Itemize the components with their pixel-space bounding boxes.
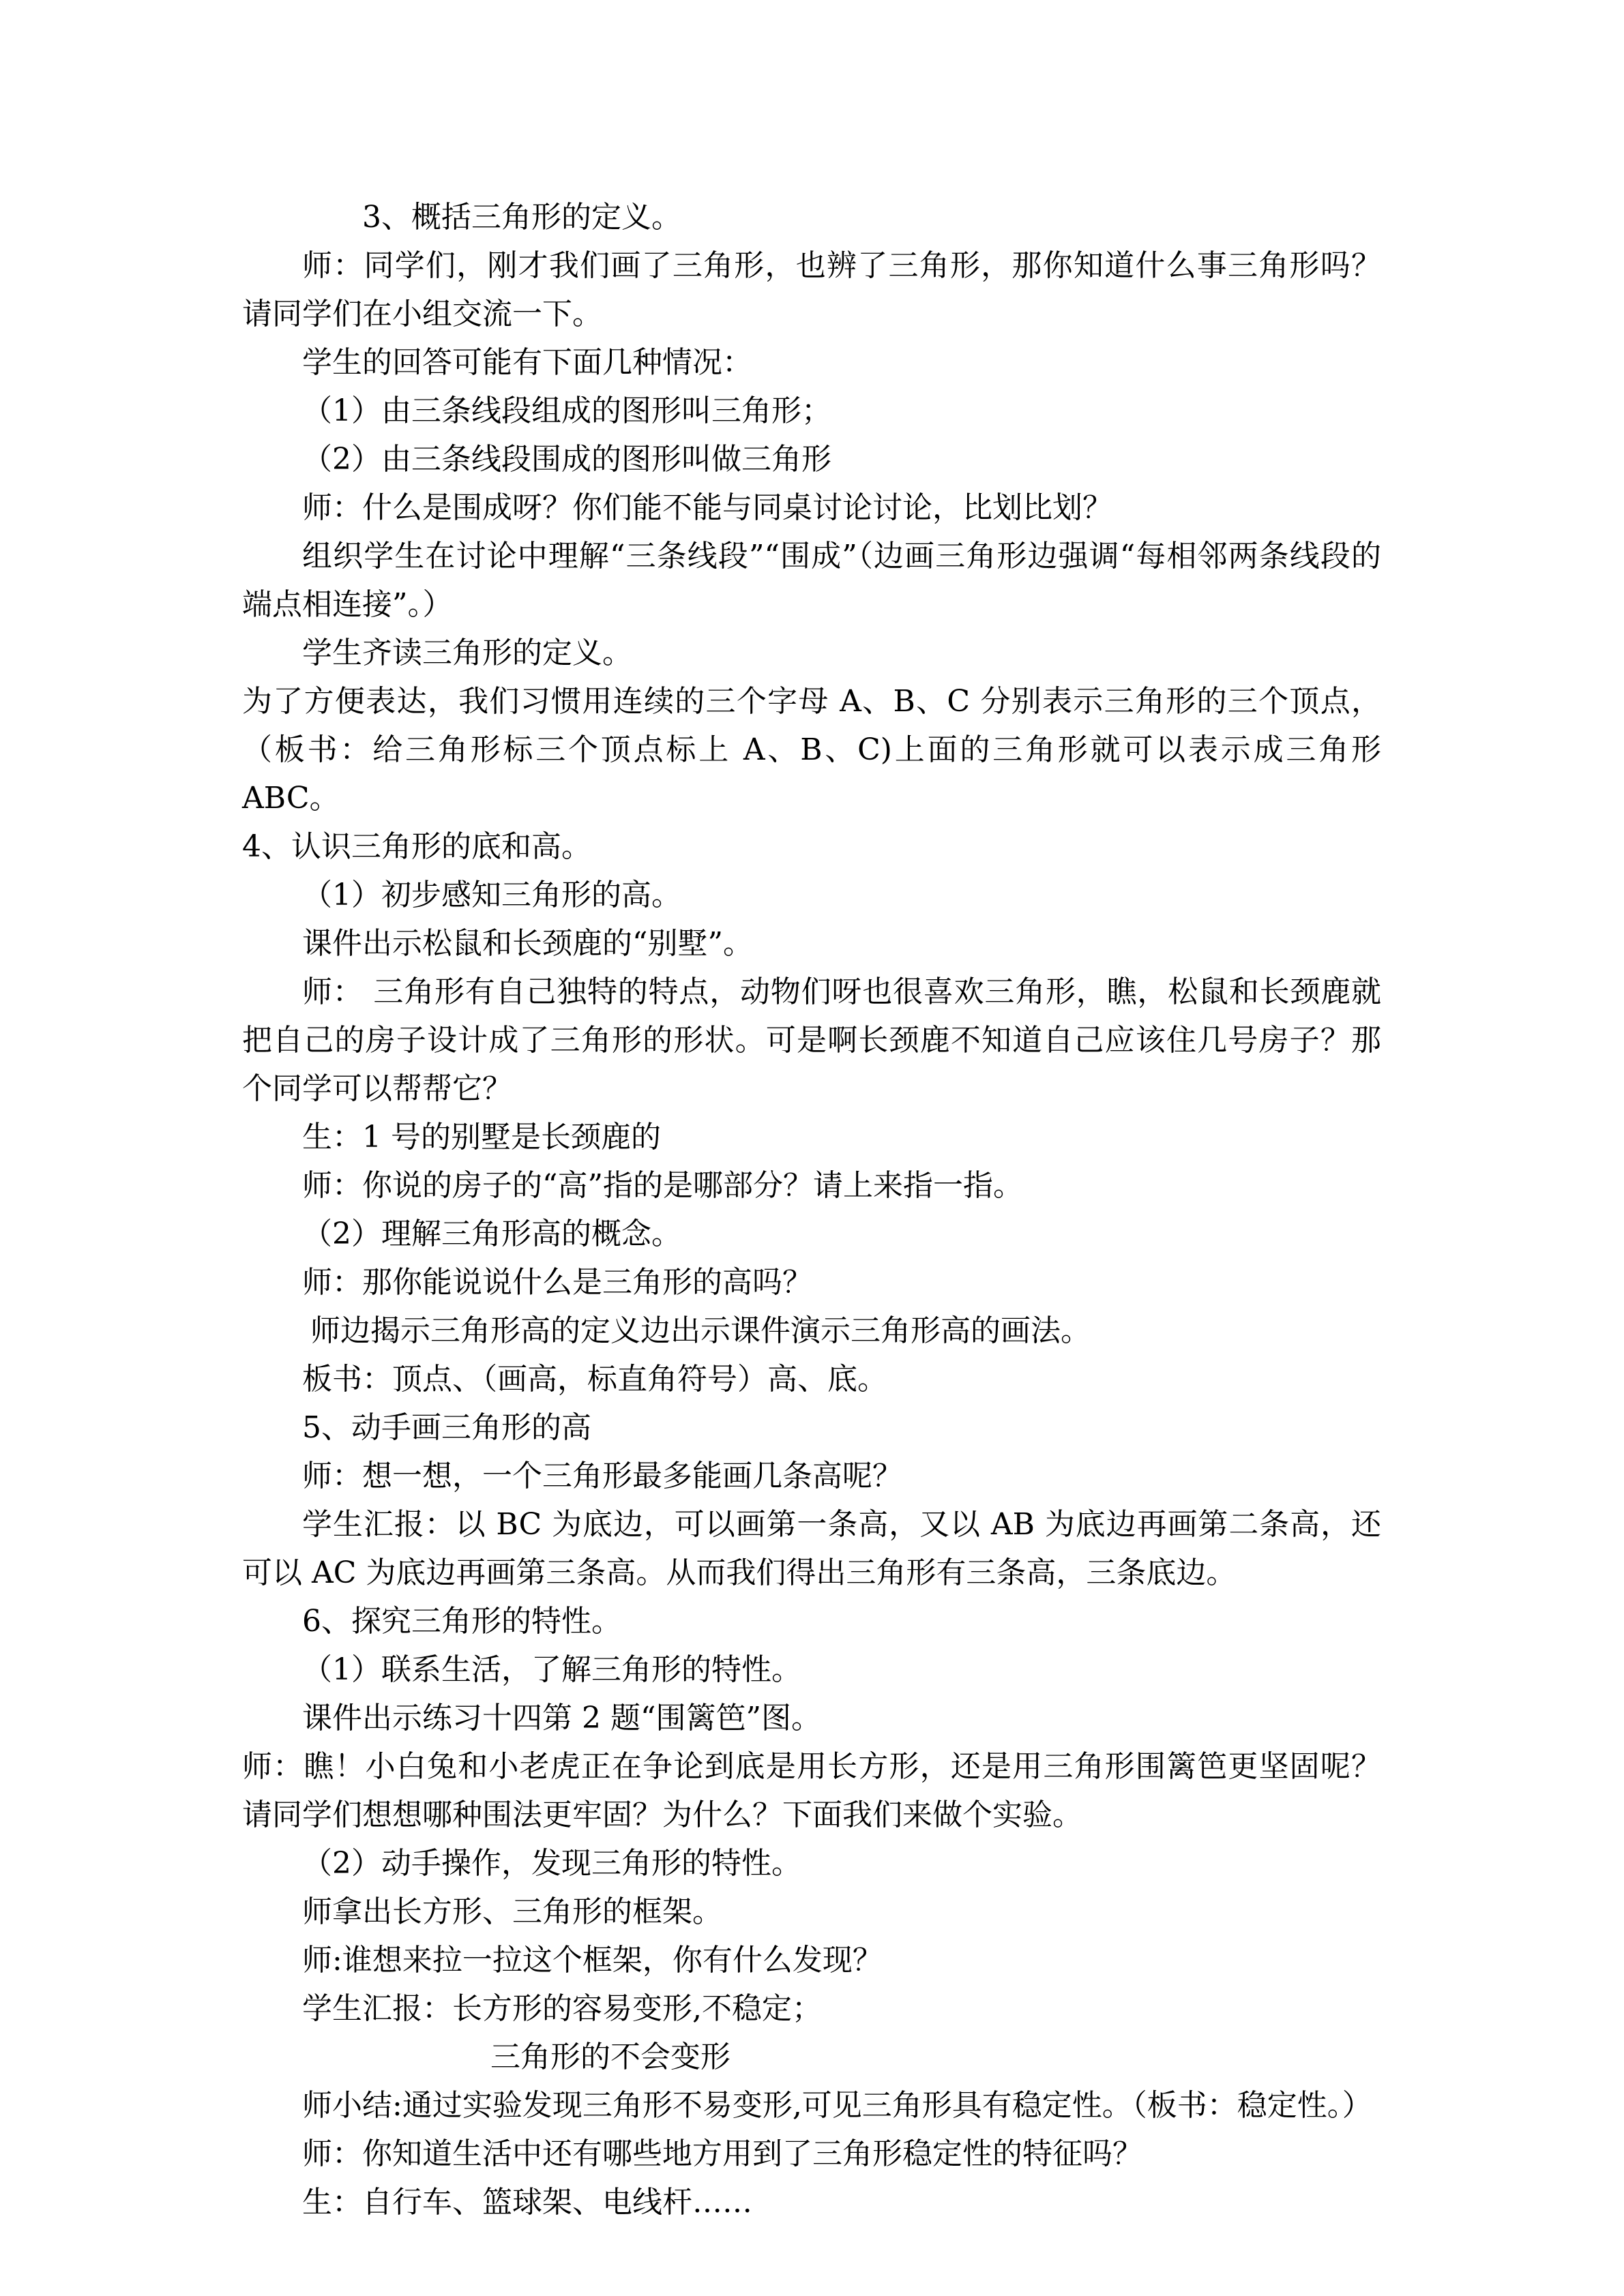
paragraph: 生：自行车、篮球架、电线杆…… (302, 2185, 752, 2220)
paragraph: （2）理解三角形高的概念。 (302, 1217, 681, 1251)
paragraph-section-3-heading: 3、概括三角形的定义。 (362, 200, 681, 235)
paragraph: 师：想一想，一个三角形最多能画几条高呢？ (302, 1459, 902, 1493)
paragraph-section-4-heading: 4、认识三角形的底和高。 (242, 829, 591, 864)
paragraph: （2）由三条线段围成的图形叫做三角形 (302, 442, 831, 477)
paragraph: 师拿出长方形、三角形的框架。 (302, 1894, 722, 1929)
paragraph: 课件出示松鼠和长颈鹿的“别墅”。 (302, 926, 753, 961)
paragraph: 三角形的不会变形 (490, 2040, 730, 2074)
paragraph: 学生齐读三角形的定义。 (302, 636, 632, 670)
paragraph: 师：同学们，刚才我们画了三角形，也辨了三角形，那你知道什么事三角形吗？请同学们在小组交流一下。 (242, 248, 1381, 331)
paragraph: 师：你说的房子的“高”指的是哪部分？请上来指一指。 (302, 1168, 1023, 1203)
paragraph: 师：那你能说说什么是三角形的高吗？ (302, 1265, 812, 1300)
paragraph: 师:谁想来拉一拉这个框架，你有什么发现？ (302, 1943, 883, 1978)
paragraph: 师： 三角形有自己独特的特点，动物们呀也很喜欢三角形，瞧，松鼠和长颈鹿就把自己的房子设计成了三角形的形状。可是啊长颈鹿不知道自己应该住几号房子？那个同学可以帮帮它？ (242, 974, 1381, 1106)
paragraph: 师：瞧！小白兔和小老虎正在争论到底是用长方形，还是用三角形围篱笆更坚固呢？请同学们想想哪种围法更牢固？为什么？下面我们来做个实验。 (242, 1749, 1381, 1832)
paragraph-section-5-heading: 5、动手画三角形的高 (302, 1410, 591, 1445)
paragraph: （1）联系生活，了解三角形的特性。 (302, 1652, 801, 1687)
paragraph: 课件出示练习十四第 2 题“围篱笆”图。 (302, 1701, 821, 1735)
paragraph: （1）初步感知三角形的高。 (302, 878, 681, 912)
paragraph: 学生汇报：以 BC 为底边，可以画第一条高，又以 AB 为底边再画第二条高，还可以 AC 为底边再画第三条高。从而我们得出三角形有三条高，三条底边。 (242, 1507, 1381, 1590)
paragraph: （1）由三条线段组成的图形叫三角形； (302, 393, 831, 428)
paragraph: 师边揭示三角形高的定义边出示课件演示三角形高的画法。 (310, 1313, 1091, 1348)
paragraph: 组织学生在讨论中理解“三条线段”“围成”（边画三角形边强调“每相邻两条线段的端点相连接”。） (242, 539, 1381, 622)
paragraph: 学生的回答可能有下面几种情况： (302, 345, 752, 380)
paragraph: 学生汇报：长方形的容易变形,不稳定； (302, 1991, 822, 2026)
paragraph-section-6-heading: 6、探究三角形的特性。 (302, 1604, 621, 1639)
paragraph: 生：1 号的别墅是长颈鹿的 (302, 1120, 661, 1154)
paragraph: 师：什么是围成呀？你们能不能与同桌讨论讨论，比划比划？ (302, 490, 1112, 525)
paragraph: 板书：顶点、（画高，标直角符号）高、底。 (302, 1362, 887, 1397)
paragraph: 师：你知道生活中还有哪些地方用到了三角形稳定性的特征吗？ (302, 2136, 1142, 2171)
paragraph: （2）动手操作，发现三角形的特性。 (302, 1846, 801, 1881)
paragraph: 为了方便表达，我们习惯用连续的三个字母 A、B、C 分别表示三角形的三个顶点，（板书：给三角形标三个顶点标上 A、B、C)上面的三角形就可以表示成三角形 ABC。 (242, 684, 1381, 816)
paragraph: 师小结:通过实验发现三角形不易变形,可见三角形具有稳定性。（板书：稳定性。） (302, 2088, 1372, 2123)
document-body (242, 193, 1381, 2226)
